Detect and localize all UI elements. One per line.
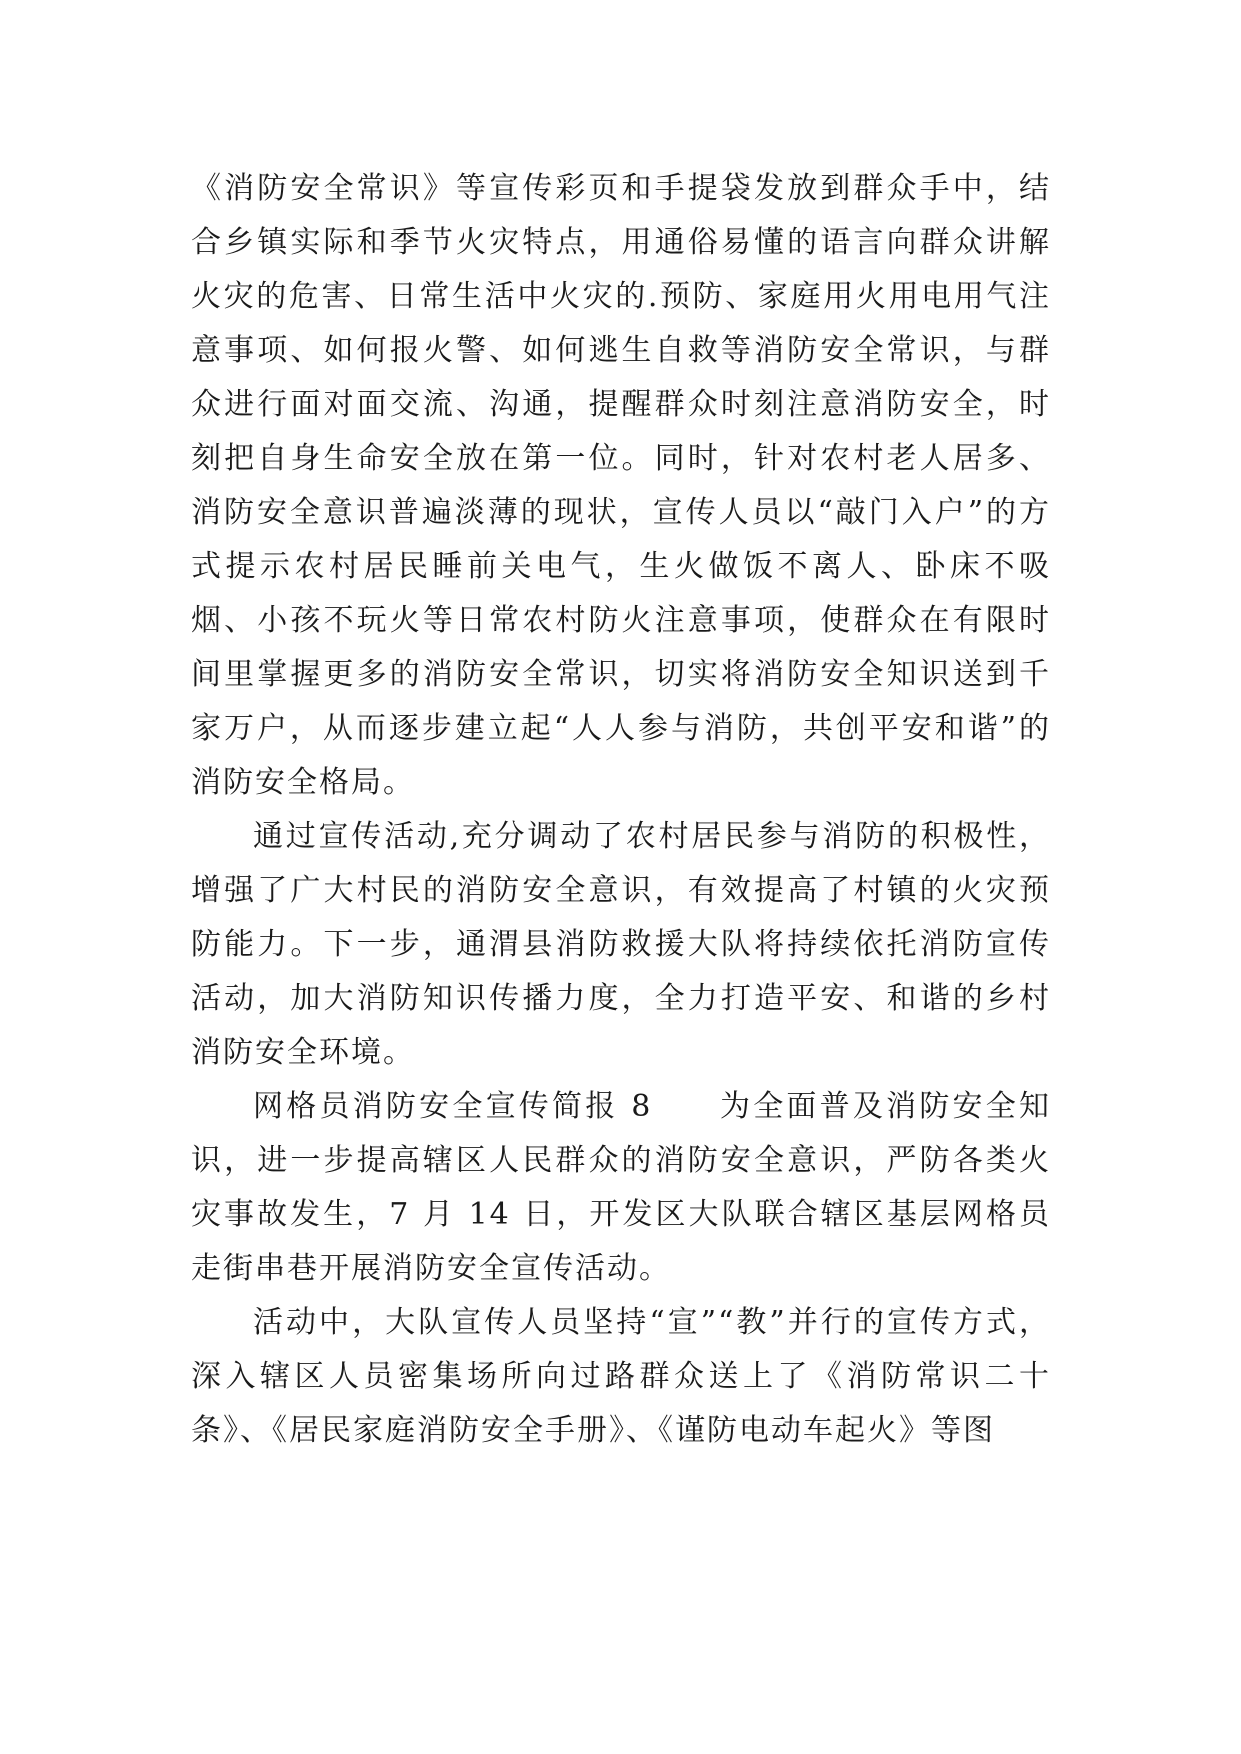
document-body	[191, 162, 1051, 1458]
paragraph-4: 活动中，大队宣传人员坚持“宣”“教”并行的宣传方式，深入辖区人员密集场所向过路群众送上了《消防常识二十条》、《居民家庭消防安全手册》、《谨防电动车起火》等图	[191, 1305, 1051, 1448]
paragraph-1: 《消防安全常识》等宣传彩页和手提袋发放到群众手中，结合乡镇实际和季节火灾特点，用通俗易懂的语言向群众讲解火灾的危害、日常生活中火灾的.预防、家庭用火用电用气注意事项、如何报火警、如何逃生自救等消防安全常识，与群众进行面对面交流、沟通，提醒群众时刻注意消防安全，时刻把自身生命安全放在第一位。同时，针对农村老人居多、消防安全意识普遍淡薄的现状，宣传人员以“敲门入户”的方式提示农村居民睡前关电气，生火做饭不离人、卧床不吸烟、小孩不玩火等日常农村防火注意事项，使群众在有限时间里掌握更多的消防安全常识，切实将消防安全知识送到千家万户，从而逐步建立起“人人参与消防，共创平安和谐”的消防安全格局。	[191, 171, 1051, 800]
paragraph-2: 通过宣传活动,充分调动了农村居民参与消防的积极性，增强了广大村民的消防安全意识，有效提高了村镇的火灾预防能力。下一步，通渭县消防救援大队将持续依托消防宣传活动，加大消防知识传播力度，全力打造平安、和谐的乡村消防安全环境。	[191, 819, 1051, 1070]
paragraph-3: 网格员消防安全宣传简报 8 为全面普及消防安全知识，进一步提高辖区人民群众的消防安全意识，严防各类火灾事故发生，7 月 14 日，开发区大队联合辖区基层网格员走街串巷开展消防安全宣传活动。	[191, 1089, 1051, 1286]
